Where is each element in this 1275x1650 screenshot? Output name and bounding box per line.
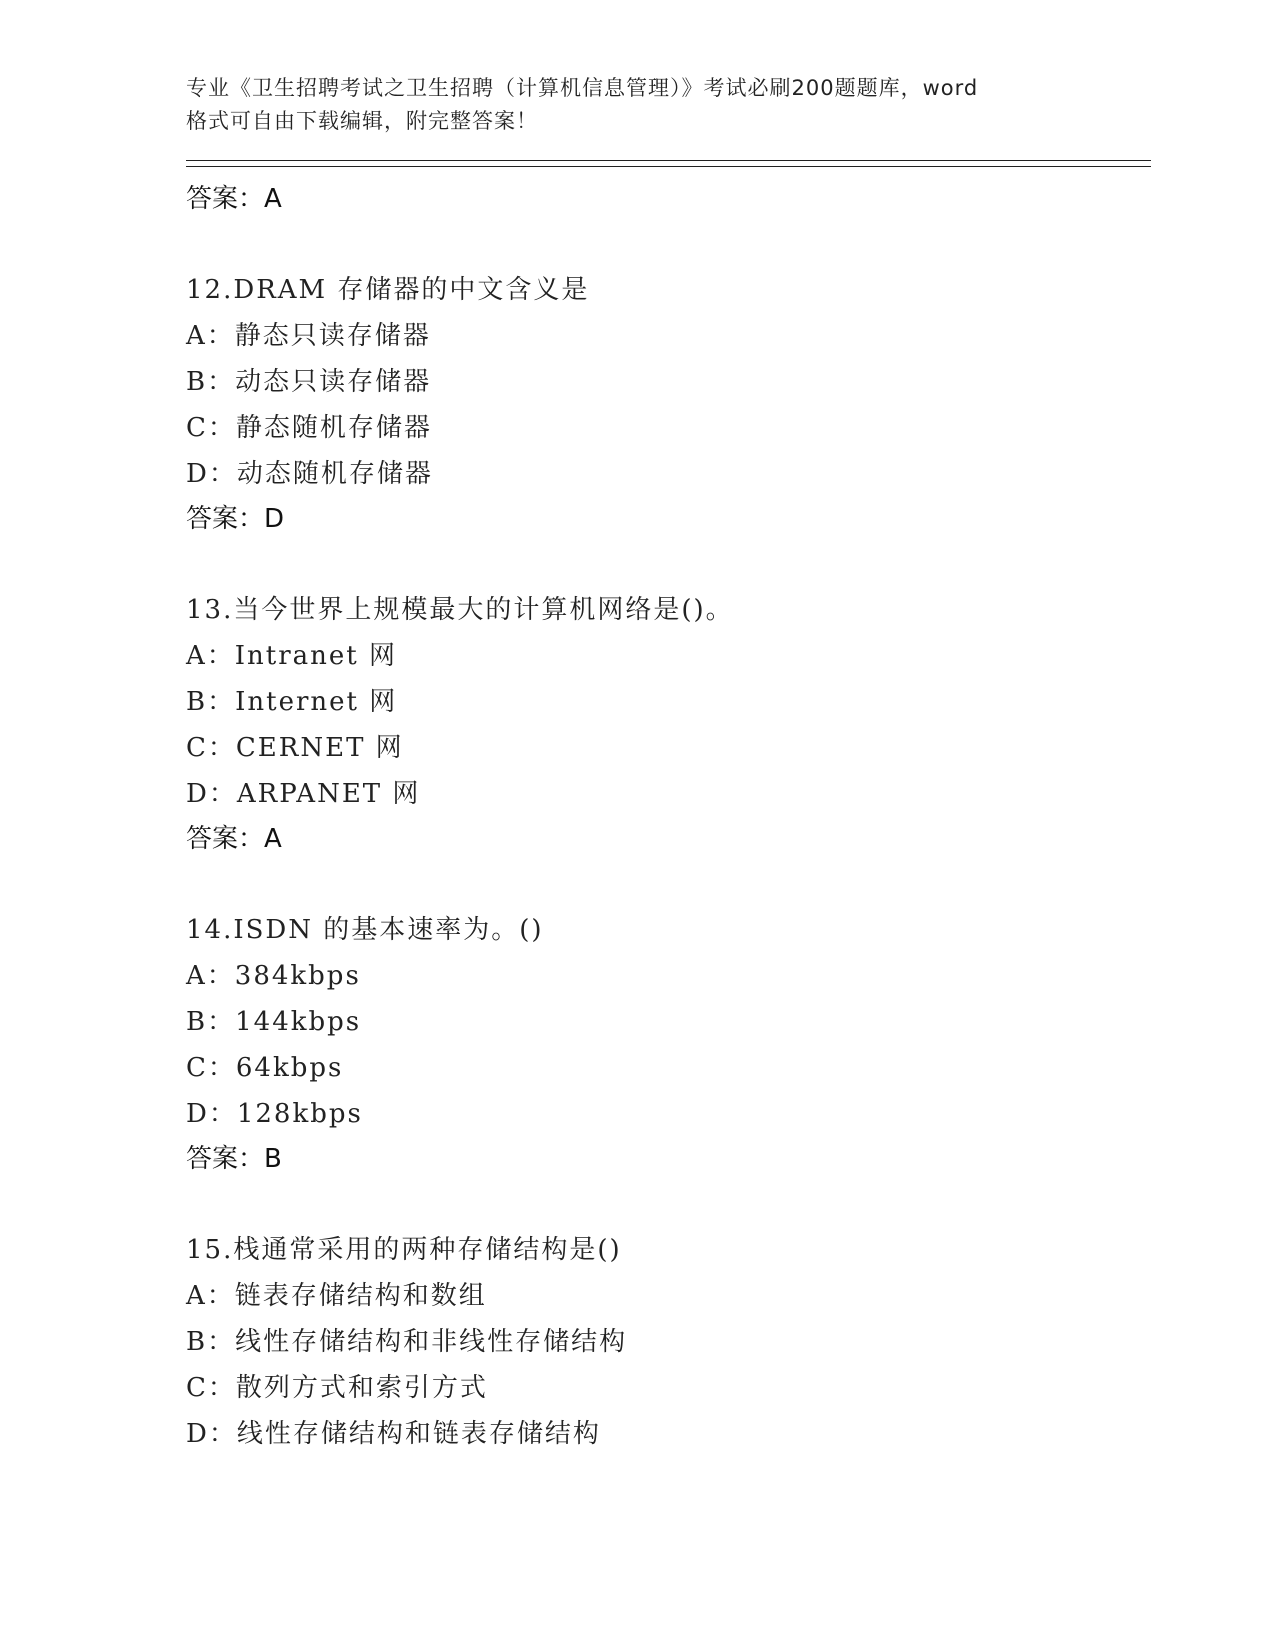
option-a: A：384kbps <box>186 961 361 991</box>
option-c: C：CERNET 网 <box>186 733 404 763</box>
question-title: 12.DRAM 存储器的中文含义是 <box>186 275 590 305</box>
question-title: 13.当今世界上规模最大的计算机网络是()。 <box>186 595 734 625</box>
question-12 <box>186 267 1151 541</box>
answer-label: 答案：D <box>186 504 285 534</box>
header-text-line-1: 专业《卫生招聘考试之卫生招聘（计算机信息管理）》考试必刷200题题库，word <box>186 76 979 100</box>
option-d: D：128kbps <box>186 1099 363 1129</box>
option-b: B：动态只读存储器 <box>186 367 432 397</box>
question-title: 14.ISDN 的基本速率为。() <box>186 915 544 945</box>
option-b: B：144kbps <box>186 1007 362 1037</box>
header-text-line-2: 格式可自由下载编辑，附完整答案！ <box>186 109 538 133</box>
option-a: A：链表存储结构和数组 <box>186 1281 487 1311</box>
option-b: B：线性存储结构和非线性存储结构 <box>186 1327 628 1357</box>
option-d: D：动态随机存储器 <box>186 459 433 489</box>
answer-label: 答案：B <box>186 1144 282 1174</box>
option-a: A：静态只读存储器 <box>186 321 431 351</box>
option-c: C：散列方式和索引方式 <box>186 1373 488 1403</box>
option-b: B：Internet 网 <box>186 687 398 717</box>
header-double-rule <box>186 160 1151 167</box>
option-d: D：ARPANET 网 <box>186 779 421 809</box>
option-d: D：线性存储结构和链表存储结构 <box>186 1419 601 1449</box>
question-14 <box>186 907 1151 1181</box>
question-title: 15.栈通常采用的两种存储结构是() <box>186 1235 622 1265</box>
option-c: C：静态随机存储器 <box>186 413 432 443</box>
answer-label: 答案：A <box>186 824 282 854</box>
answer-label: 答案：A <box>186 184 282 214</box>
document-page <box>186 72 1151 1457</box>
option-a: A：Intranet 网 <box>186 641 398 671</box>
question-15 <box>186 1227 1151 1457</box>
question-13 <box>186 587 1151 861</box>
option-c: C：64kbps <box>186 1053 344 1083</box>
